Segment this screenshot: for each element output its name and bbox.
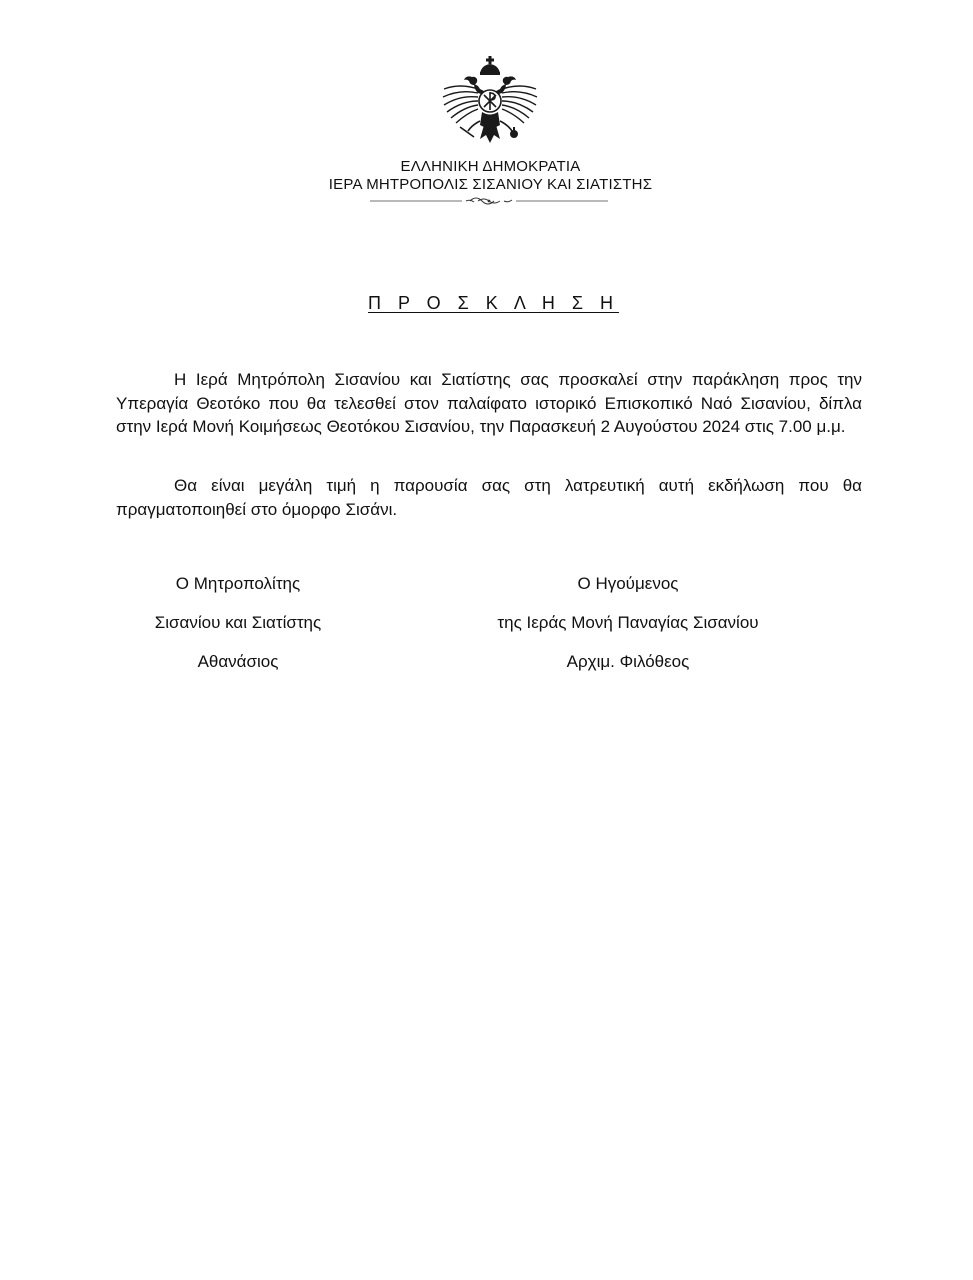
signature-name: Αθανάσιος	[197, 652, 279, 671]
signature-title: Ο Ηγούμενος	[577, 574, 679, 593]
document-title	[0, 292, 973, 314]
body-paragraph-closing: Θα είναι μεγάλη τιμή η παρουσία σας στη λατρευτική αυτή εκδήλωση που θα πραγματοποιηθεί στο όμορφο Σισάνι.	[116, 476, 862, 519]
ornamental-divider-icon	[370, 194, 608, 208]
signature-block-metropolitan	[118, 573, 358, 690]
signature-see: της Ιεράς Μονή Παναγίας Σισανίου	[497, 613, 759, 632]
body-paragraph-invitation: Η Ιερά Μητρόπολη Σισανίου και Σιατίστης σας προσκαλεί στην παράκληση προς την Υπεραγία Θεοτόκο που θα τελεσθεί στον παλαίφατο ιστορικό Επισκοπικό Ναό Σισανίου, δίπλα στην Ιερά Μονή Κοιμήσεως Θεοτόκου Σισανίου, την Παρασκευή 2 Αυγούστου 2024 στις 7.00 μ.μ.	[116, 370, 862, 436]
header-country: ΕΛΛΗΝΙΚΗ ΔΗΜΟΚΡΑΤΙΑ	[400, 158, 581, 175]
double-headed-eagle-icon	[440, 55, 540, 147]
signature-title: Ο Μητροπολίτης	[175, 574, 301, 593]
signature-block-abbot	[468, 573, 788, 690]
header-metropolis: ΙΕΡΑ ΜΗΤΡΟΠΟΛΙΣ ΣΙΣΑΝΙΟΥ ΚΑΙ ΣΙΑΤΙΣΤΗΣ	[328, 176, 653, 193]
title-text: Π Ρ Ο Σ Κ Λ Η Σ Η	[368, 293, 619, 313]
signature-see: Σισανίου και Σιατίστης	[154, 613, 322, 632]
signature-name: Αρχιμ. Φιλόθεος	[566, 652, 690, 671]
